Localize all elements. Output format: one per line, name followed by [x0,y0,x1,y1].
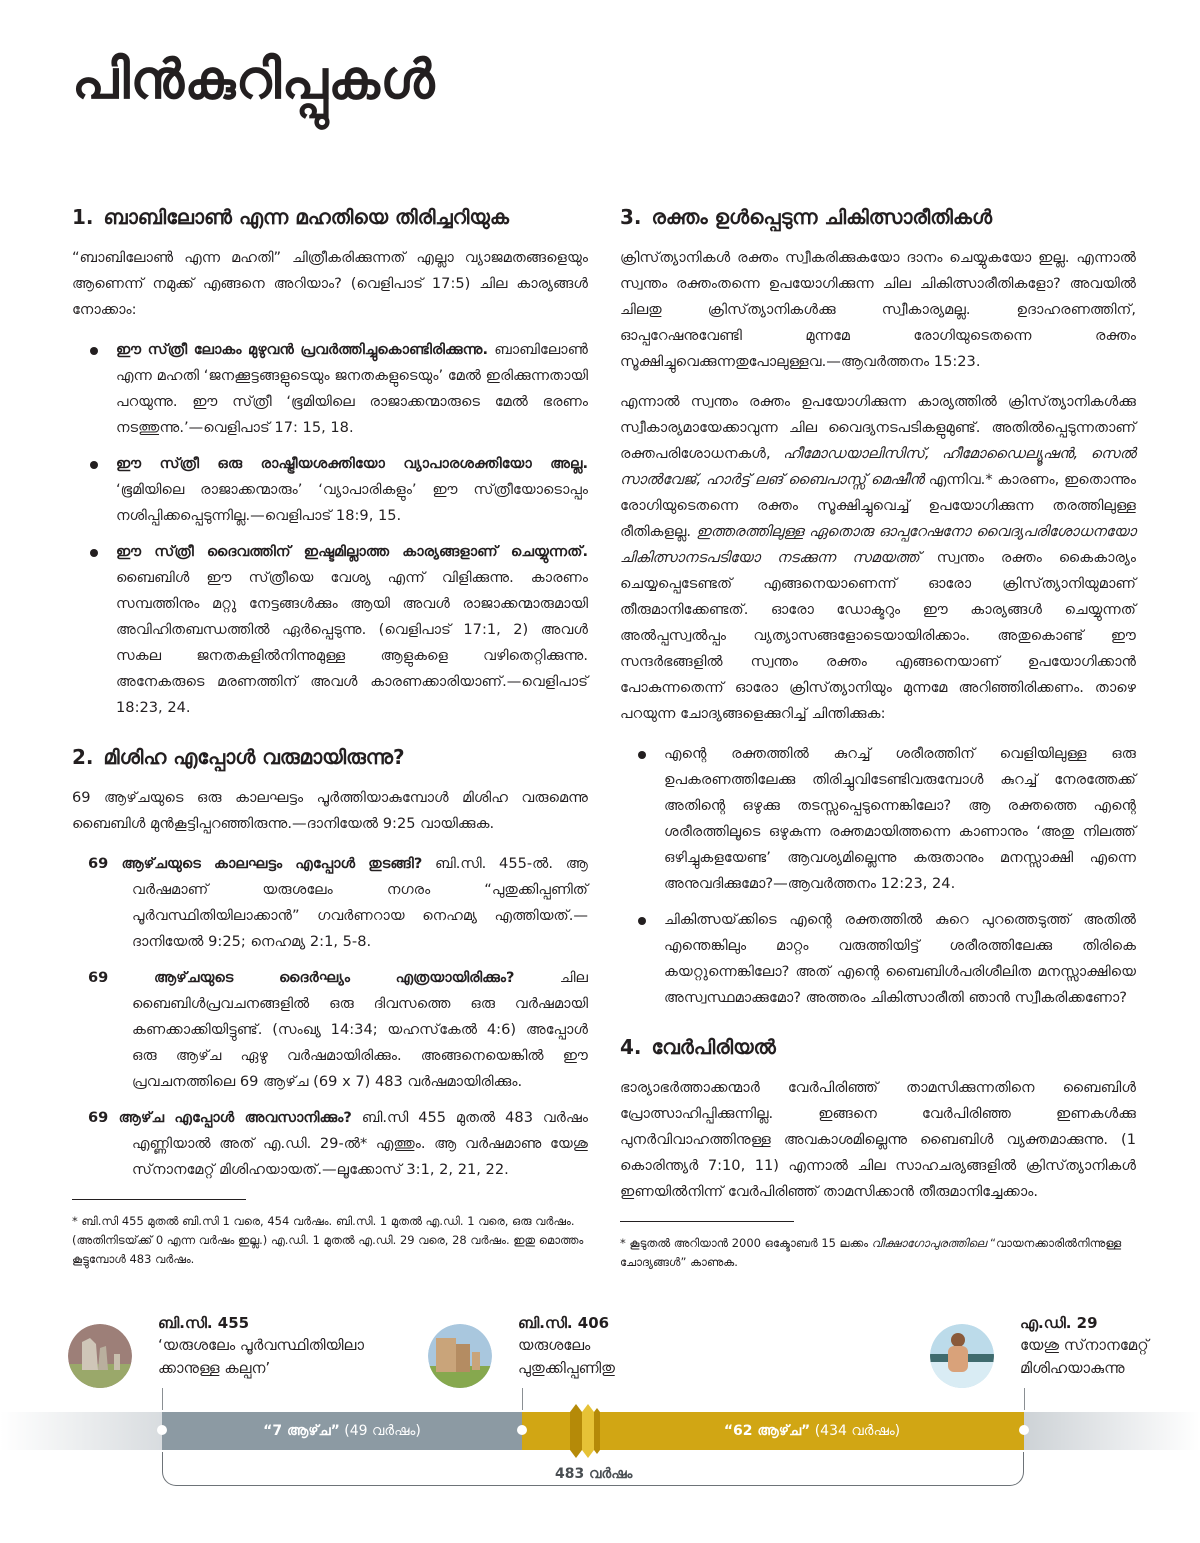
event-description: ‘യരുശലേം പൂർവസ്ഥിതിയിലാ [158,1336,364,1354]
section-title: വേർപിരിയൽ [651,1035,776,1059]
text-run: എന്നിവ.* കാരണം, ഇതൊന്നും രോഗിയുടെതന്നെ രക്തം സൂക്ഷിച്ചുവെച്ച് ഉപയോഗിക്കുന്ന തരത്തിലുള്ള രീതികളല്ല. [620,471,1136,540]
section-4-paragraph: ഭാര്യാഭർത്താക്കന്മാർ വേർപിരിഞ്ഞ് താമസിക്കുന്നതിനെ ബൈബിൾ പ്രോത്സാഹിപ്പിക്കുന്നില്ല. ഇങ്ങനെ വേർപിരിഞ്ഞ ഇണകൾക്കു പുനർവിവാഹത്തിനുള്ള അവകാശമില്ലെന്നു ബൈബിൾ വ്യക്തമാക്കുന്നു. (1 കൊരിന്ത്യർ 7:10, 11) എന്നാൽ ചില സാഹചര്യങ്ങളിൽ ക്രിസ്‌ത്യാനികൾ ഇണയിൽനിന്ന് വേർപിരിഞ്ഞ് താമസിക്കാൻ തീരുമാനിച്ചേക്കാം. [620,1079,1136,1200]
event-text [1020,1312,1149,1388]
bullet-icon [90,461,98,469]
timeline-tick [522,1388,523,1410]
bullet-text: ബാബിലോൺ എന്ന മഹതി ‘ജനക്കൂട്ടങ്ങളുടെയും ജനതകളുടെയും’ മേൽ ഇരിക്കുന്നതായി പറയുന്നു. ഈ സ്‌ത്രീ ‘ഭൂമിയിലെ രാജാക്കന്മാരുടെ മേൽ ഭരണം നടത്തുന്നു.’—വെളിപാട് 17: 15, 18. [116,341,588,436]
segment-label-bold: “62 ആഴ്‌ച” [723,1423,811,1439]
section-3-list [636,741,1136,1011]
timeline-fade-right [1024,1412,1200,1450]
footnote-divider [620,1221,794,1222]
page-title: പിൻകുറിപ്പുകൾ [72,48,435,111]
italic-run: ഇത്തരത്തിലുള്ള ഏതൊരു ഓപ്പറേഷനോ വൈദ്യപരിശോധനയോ ചികിത്സാനടപടിയോ നടക്കുന്ന സമയത്ത്‌ [620,523,1137,566]
qa-item [88,851,588,955]
italic-run: വീക്ഷാഗോപുരത്തിലെ [871,1236,987,1250]
text-run: എന്നാൽ സ്വന്തം രക്തം ഉപയോഗിക്കുന്ന കാര്യത്തിൽ ക്രിസ്‌ത്യാനികൾക്കു സ്വീകാര്യമായേക്കാവുന്ന ചില വൈദ്യനടപടികളുമുണ്ട്. അതിൽപ്പെടുന്നതാണ് രക്തപരിശോധനകൾ, [620,393,1136,462]
timeline-tick [162,1388,163,1410]
section-3-paragraph-1: ക്രിസ്‌ത്യാനികൾ രക്തം സ്വീകരിക്കുകയോ ദാനം ചെയ്യുകയോ ഇല്ല. എന്നാൽ സ്വന്തം രക്തംതന്നെ ഉപയോഗിക്കുന്ന ചില ചികിത്സാരീതികളോ? അവയിൽ ചിലതു ക്രിസ്‌ത്യാനികൾക്കു സ്വീകാര്യമല്ല. ഉദാഹരണത്തിന്, ഓപ്പറേഷനുവേണ്ടി മുന്നമേ രോഗിയുടെതന്നെ രക്തം സൂക്ഷിച്ചുവെക്കുന്നതുപോലുള്ളവ.—ആവർത്തനം 15:23. [620,249,1136,370]
list-item [88,451,588,529]
section-title: മിശിഹ എപ്പോൾ വരുമായിരുന്നു? [103,745,405,769]
list-item [88,337,588,441]
bullet-text: ചികിത്സയ്‌ക്കിടെ എന്റെ രക്തത്തിൽ കുറെ പുറത്തെടുത്ത് അതിൽ എന്തെങ്കിലും മാറ്റം വരുത്തിയിട്ട് ശരീരത്തിലേക്കു തിരികെ കയറ്റുന്നെങ്കിലോ? അത് എന്റെ ബൈബിൾപരിശീലിത മനസ്സാക്ഷിയെ അസ്വസ്ഥമാക്കുമോ? അത്തരം ചികിത്സാരീതി ഞാൻ സ്വീകരിക്കണോ? [664,911,1136,1006]
bullet-lead: ഈ സ്‌ത്രീ ഒരു രാഷ്ട്രീയശക്തിയോ വ്യാപാരശക്തിയോ അല്ല. [116,455,588,472]
event-description: യരുശലേം [518,1336,591,1354]
timeline-fade-left [0,1412,162,1450]
event-description: മിശിഹയാകുന്നു [1020,1359,1125,1377]
section-number: 4. [620,1035,642,1059]
timeline-event [930,1312,1149,1388]
section-number: 1. [72,205,94,229]
total-span-label: 483 വർഷം [545,1466,642,1482]
section-1-intro: “ബാബിലോൺ എന്ന മഹതി” ചിത്രീകരിക്കുന്നത് എല്ലാ വ്യാജമതങ്ങളെയും ആണെന്ന് നമുക്ക് എങ്ങനെ അറിയാം? (വെളിപാട് 17:5) ചില കാര്യങ്ങൾ നോക്കാം: [72,249,588,318]
event-description: ക്കാനുള്ള കല്പന’ [158,1359,271,1377]
list-item [88,539,588,721]
segment-label-bold: “7 ആഴ്‌ച” [263,1423,340,1439]
text-run: സ്വന്തം രക്തം കൈകാര്യം ചെയ്യപ്പെടേണ്ടത് എങ്ങനെയാണെന്ന് ഓരോ ക്രിസ്‌ത്യാനിയുമാണ് തീരുമാനിക്കേണ്ടത്. ഓരോ ഡോക്ടറും ഈ കാര്യങ്ങൾ ചെയ്യുന്നത് അൽപ്പസ്വൽപ്പം വ്യത്യാസങ്ങളോടെയായിരിക്കാം. അതുകൊണ്ട് ഈ സന്ദർഭങ്ങളിൽ സ്വന്തം രക്തം എങ്ങനെയാണ് ഉപയോഗിക്കാൻ പോകുന്നതെന്ന് ഓരോ ക്രിസ്‌ത്യാനിയും മുന്നമേ അറിഞ്ഞിരിക്കണം. താഴെ പറയുന്ന ചോദ്യങ്ങളെക്കുറിച്ച് ചിന്തിക്കുക: [620,549,1136,722]
section-3-heading [620,203,1136,231]
bullet-lead: ഈ സ്‌ത്രീ ലോകം മുഴുവൻ പ്രവർത്തിച്ചുകൊണ്ടിരിക്കുന്നു. [116,341,489,358]
bullet-icon [90,347,98,355]
section-2-intro: 69 ആഴ്‌ചയുടെ ഒരു കാലഘട്ടം പൂർത്തിയാകുമ്പോൾ മിശിഹ വരുമെന്നു ബൈബിൾ മുൻകൂട്ടിപ്പറഞ്ഞിരുന്നു.—ദാനിയേൽ 9:25 വായിക്കുക. [72,789,588,832]
segment-label [600,1412,1024,1450]
timeline-event [68,1312,364,1388]
list-item [636,741,1136,897]
section-3-paragraph-2 [620,389,1136,727]
segment-label-years: (49 വർഷം) [339,1423,421,1439]
section-number: 3. [620,205,642,229]
event-date: ബി.സി. 455 [158,1314,250,1332]
italic-run: ഹീമോഡയാലിസിസ്‌, ഹീമോഡൈല്യൂഷൻ, സെൽ സാൽവേജ്‌, ഹാർട്ട്‌ ലങ്‌ ബൈപാസ്സ്‌ മെഷീൻ [620,445,1136,488]
event-text [518,1312,615,1388]
event-date: എ.ഡി. 29 [1020,1314,1098,1332]
qa-question: 69 ആഴ്‌ച എപ്പോൾ അവസാനിക്കും? [88,1109,352,1126]
qa-question: 69 ആഴ്‌ചയുടെ ദൈർഘ്യം എത്രയായിരിക്കും? [88,969,515,986]
section-1-list [88,337,588,721]
footnote: * ബി.സി 455 മുതൽ ബി.സി 1 വരെ, 454 വർഷം. ബി.സി. 1 മുതൽ എ.ഡി. 1 വരെ, ഒരു വർഷം. (അതിനിടയ്‌ക്ക് 0 എന്ന വർഷം ഇല്ല.) എ.ഡി. 1 മുതൽ എ.ഡി. 29 വരെ, 28 വർഷം. ഇതു മൊത്തം കൂട്ടുമ്പോൾ 483 വർഷം. [72,1214,584,1266]
timeline-event [428,1312,615,1388]
list-item [636,907,1136,1011]
timeline-tick [1024,1388,1025,1410]
text-run: “വായനക്കാരിൽനിന്നുള്ള ചോദ്യങ്ങൾ” കാണുക. [620,1236,1122,1269]
bullet-lead: ഈ സ്‌ത്രീ ദൈവത്തിന് ഇഷ്ടമില്ലാത്ത കാര്യങ്ങളാണ് ചെയ്യുന്നത്. [116,543,588,560]
section-1-heading [72,203,588,231]
qa-answer: ബി.സി 455 മുതൽ 483 വർഷം എണ്ണിയാൽ അത് എ.ഡി. 29-ൽ* എത്തും. ആ വർഷമാണു യേശു സ്‌നാനമേറ്റ് മിശിഹയായത്.—ലൂക്കോസ്‌ 3:1, 2, 21, 22. [132,1109,589,1178]
bullet-icon [90,549,98,557]
qa-answer: ബി.സി. 455-ൽ. ആ വർഷമാണ് യരുശലേം നഗരം “പുതുക്കിപ്പണിത് പൂർവസ്ഥിതിയിലാക്കാൻ” ഗവർണറായ നെഹമ്യ എത്തിയത്.—ദാനിയേൽ 9:25; നെഹമ്യ 2:1, 5-8. [132,855,588,950]
footnote [620,1234,1136,1272]
right-column [620,203,1136,1272]
segment-label-years: (434 വർഷം) [810,1423,901,1439]
rebuilt-walls-image [428,1324,492,1388]
bullet-icon [638,751,646,759]
event-date: ബി.സി. 406 [518,1314,610,1332]
event-description: പുതുക്കിപ്പണിതു [518,1359,615,1377]
section-title: ബാബിലോൺ എന്ന മഹതിയെ തിരിച്ചറിയുക [103,205,509,229]
qa-question: 69 ആഴ്‌ചയുടെ കാലഘട്ടം എപ്പോൾ തുടങ്ങി? [88,855,423,872]
text-run: * കൂടുതൽ അറിയാൻ 2000 ഒക്ടോബർ 15 ലക്കം [620,1236,872,1250]
bullet-text: ബൈബിൾ ഈ സ്‌ത്രീയെ വേശ്യ എന്ന് വിളിക്കുന്നു. കാരണം സമ്പത്തിനും മറ്റു നേട്ടങ്ങൾക്കും ആയി അവൾ രാജാക്കന്മാരുമായി അവിഹിതബന്ധത്തിൽ ഏർപ്പെടുന്നു. (വെളിപാട് 17:1, 2) അവൾ സകല ജനതകളിൽനിന്നുമുള്ള ആളുകളെ വഴിതെറ്റിക്കുന്നു. അനേകരുടെ മരണത്തിന് അവൾ കാരണക്കാരിയാണ്.—വെളിപാട് 18:23, 24. [116,569,588,716]
jesus-baptism-image [930,1324,994,1388]
qa-item [88,965,588,1095]
event-description: യേശു സ്‌നാനമേറ്റ് [1020,1336,1149,1354]
qa-answer: ചില ബൈബിൾപ്രവചനങ്ങളിൽ ഒരു ദിവസത്തെ ഒരു വർഷമായി കണക്കാക്കിയിട്ടുണ്ട്. (സംഖ്യ 14:34; യഹസ്‌കേൽ 4:6) അപ്പോൾ ഒരു ആഴ്‌ച ഏഴു വർഷമായിരിക്കും. അങ്ങനെയെങ്കിൽ ഈ പ്രവചനത്തിലെ 69 ആഴ്‌ച (69 x 7) 483 വർഷമായിരിക്കും. [132,969,588,1090]
ruined-walls-image [68,1324,132,1388]
bullet-icon [638,917,646,925]
section-4-heading [620,1033,1136,1061]
bullet-text: എന്റെ രക്തത്തിൽ കുറച്ച് ശരീരത്തിന് വെളിയിലുള്ള ഒരു ഉപകരണത്തിലേക്കു തിരിച്ചുവിടേണ്ടിവരുമ്പോൾ കുറച്ച് നേരത്തേക്ക് അതിന്റെ ഒഴുക്കു തടസ്സപ്പെടുന്നെങ്കിലോ? ആ രക്തത്തെ എന്റെ ശരീരത്തിലൂടെ ഒഴുകുന്ന രക്തമായിത്തന്നെ കാണാനും ‘അതു നിലത്ത് ഒഴിച്ചുകളയേണ്ട’ ആവശ്യമില്ലെന്നു കരുതാനും മനസ്സാക്ഷി എന്നെ അനുവദിക്കുമോ?—ആവർത്തനം 12:23, 24. [664,745,1136,892]
section-number: 2. [72,745,94,769]
event-text [158,1312,364,1388]
footnote-divider [72,1199,246,1200]
time-break-icon [570,1404,600,1458]
section-2-heading [72,743,588,771]
section-title: രക്തം ഉൾപ്പെടുന്ന ചികിത്സാരീതികൾ [651,205,993,229]
segment-label [162,1412,522,1450]
left-column [72,203,588,1269]
qa-item [88,1105,588,1183]
bullet-text: ‘ഭൂമിയിലെ രാജാക്കന്മാരും’ ‘വ്യാപാരികളും’ ഈ സ്‌ത്രീയോടൊപ്പം നശിപ്പിക്കപ്പെടുന്നില്ല.—വെളിപാട് 18:9, 15. [116,481,588,524]
